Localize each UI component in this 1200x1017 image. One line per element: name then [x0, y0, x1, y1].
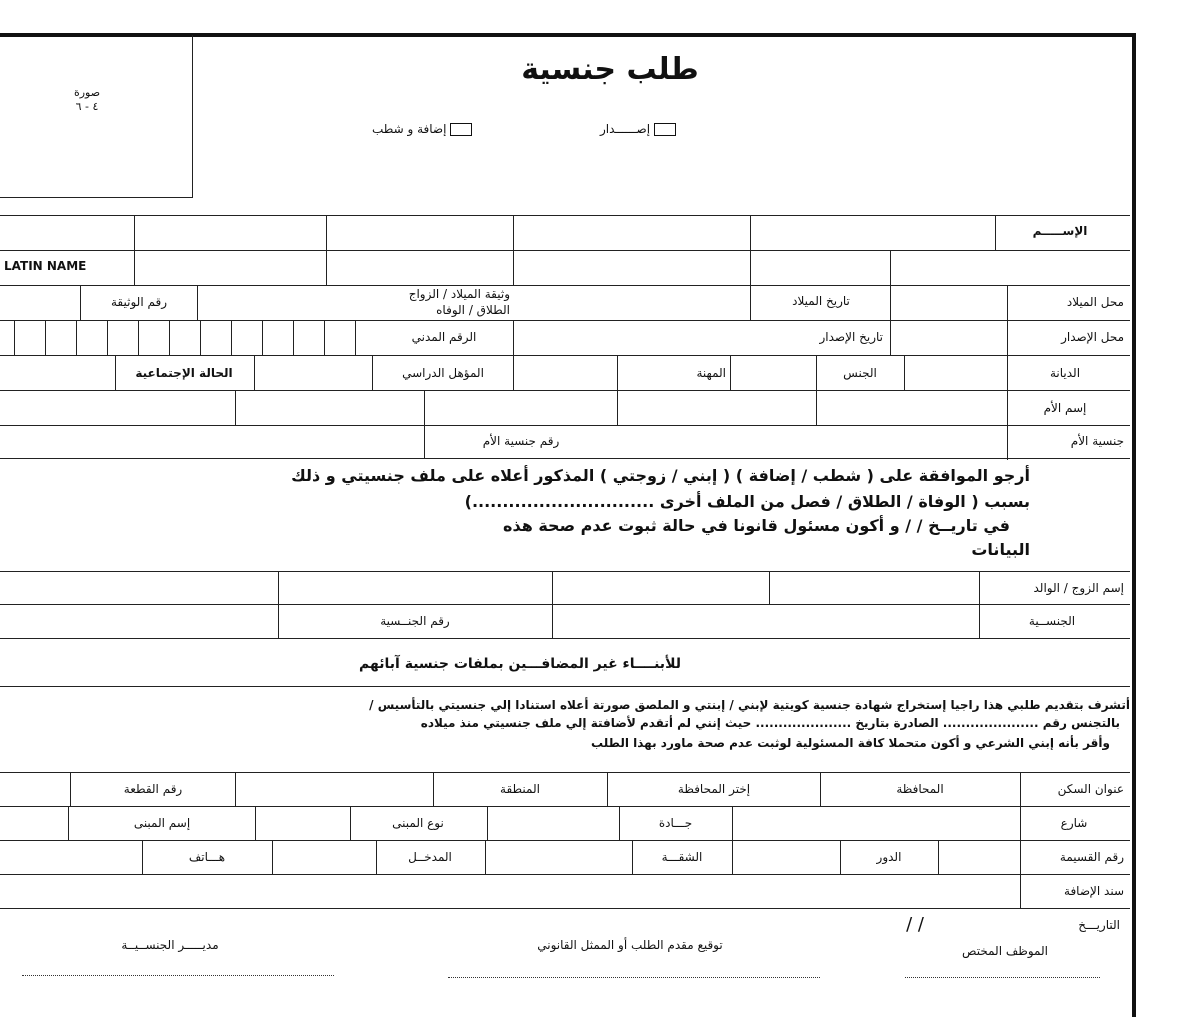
children-line-2: بالتجنس رقم ..................... الصادرة بتاريخ ..................... حيث إنني لم أتقدم لأضافتة إلي ملف جنسيتي منذ ميلاده: [420, 716, 1120, 730]
apartment-label: الشقـــة: [661, 850, 703, 864]
area-label: المنطقة: [500, 782, 540, 796]
latin-name-label: LATIN NAME: [4, 259, 87, 273]
addition-doc-label: سند الإضافة: [1064, 884, 1124, 898]
grid-line: [513, 215, 514, 285]
grid-line: [326, 215, 327, 285]
birth-date-label: تاريخ الميلاد: [792, 294, 850, 308]
choose-governorate-label[interactable]: إختر المحافظة: [677, 782, 751, 796]
request-line-1: أرجو الموافقة على ( شطب / إضافة ) ( إبني / زوجتي ) المذكور أعلاه على ملف جنسيتي و ذلك: [291, 466, 1030, 485]
grid-line: [355, 320, 356, 355]
grid-line: [485, 840, 486, 874]
plot-no-label: رقم القسيمة: [1059, 850, 1124, 864]
footer-date-label: التاريـــخ: [1078, 918, 1120, 932]
grid-line: [607, 772, 608, 806]
grid-line: [254, 355, 255, 390]
children-line-1: أتشرف بتقديم طلبي هذا راجيا إستخراج شهادة جنسية كويتية لإبني / إبنتي و الملصق صورتة أعلاه استنادا إلي جنسيتي بالتأسيس /: [369, 698, 1130, 712]
issue-place-label: محل الإصدار: [1061, 330, 1124, 344]
grid-line: [0, 874, 1130, 875]
grid-line: [14, 320, 15, 355]
civil-id-label: الرقم المدني: [411, 330, 477, 344]
grid-line: [840, 840, 841, 874]
religion-label: الديانة: [1049, 366, 1081, 380]
grid-line: [0, 425, 1130, 426]
grid-line: [487, 806, 488, 840]
mother-nationality-label: جنسية الأم: [1070, 434, 1124, 448]
governorate-label: المحافظة: [896, 782, 944, 796]
grid-line: [70, 772, 71, 806]
request-line-4: البيانات: [971, 540, 1030, 559]
building-type-label: نوع المبنى: [392, 816, 444, 830]
floor-label: الدور: [876, 850, 902, 864]
grid-line: [750, 215, 751, 320]
education-label: المؤهل الدراسي: [402, 366, 484, 380]
grid-line: [272, 840, 273, 874]
grid-line: [376, 840, 377, 874]
grid-line: [107, 320, 108, 355]
grid-line: [890, 250, 891, 355]
grid-line: [769, 571, 770, 604]
grid-line: [0, 840, 1130, 841]
grid-line: [68, 806, 69, 840]
option-add-remove[interactable]: [372, 122, 472, 136]
grid-line: [324, 320, 325, 355]
name-label: الإســـــم: [1032, 224, 1088, 238]
grid-line: [262, 320, 263, 355]
mother-name-label: إسم الأم: [1043, 401, 1087, 415]
grid-line: [255, 806, 256, 840]
gender-label: الجنس: [843, 366, 877, 380]
grid-line: [0, 390, 1130, 391]
grid-line: [45, 320, 46, 355]
residence-label: عنوان السكن: [1057, 782, 1124, 796]
grid-line: [134, 215, 135, 285]
grid-line: [350, 806, 351, 840]
grid-line: [0, 908, 1130, 909]
footer-date-slashes: / /: [906, 914, 924, 935]
grid-line: [142, 840, 143, 874]
children-line-3: وأقر بأنه إبني الشرعي و أكون متحملا كافة المسئولية لوثبت عدم صحة ماورد بهذا الطلب: [591, 736, 1110, 750]
grid-line: [904, 355, 905, 390]
issue-checkbox[interactable]: [654, 123, 676, 136]
grid-line: [80, 285, 81, 320]
signature-label: توقيع مقدم الطلب أو الممثل القانوني: [537, 938, 723, 952]
grid-line: [732, 840, 733, 874]
grid-line: [0, 250, 1130, 251]
spouse-name-label: إسم الزوج / الوالد: [1033, 581, 1124, 595]
avenue-label: جـــادة: [658, 816, 693, 830]
director-signature-line: [22, 975, 334, 976]
request-line-3: في تاريــخ / / و أكون مسئول قانونا في حالة ثبوت عدم صحة هذه: [503, 516, 1010, 535]
doc-type-line1: وثيقة الميلاد / الزواج: [408, 287, 510, 301]
grid-line: [293, 320, 294, 355]
grid-line: [0, 638, 1130, 639]
grid-line: [552, 571, 553, 638]
photo-label: صورة: [73, 86, 101, 99]
employee-signature-line: [905, 977, 1100, 978]
grid-line: [138, 320, 139, 355]
grid-line: [513, 320, 514, 355]
grid-line: [938, 840, 939, 874]
grid-line: [730, 355, 731, 390]
option-issue-label: إصــــــدار: [600, 122, 651, 136]
photo-size: ٤ - ٦: [75, 100, 99, 113]
grid-line: [278, 571, 279, 638]
grid-line: [513, 355, 514, 390]
grid-line: [732, 806, 733, 840]
option-add-remove-label: إضافة و شطب: [372, 122, 447, 136]
children-heading: للأبنــــاء غير المضافـــين بملفات جنسية آبائهم: [359, 656, 681, 672]
employee-label: الموظف المختص: [962, 944, 1048, 958]
grid-line: [115, 355, 116, 390]
block-no-label: رقم القطعة: [123, 782, 183, 796]
phone-label: هـــاتف: [188, 850, 226, 864]
grid-line: [200, 320, 201, 355]
spouse-nationality-no-label: رقم الجنــسية: [380, 614, 450, 628]
grid-line: [995, 215, 996, 250]
doc-number-label: رقم الوثيقة: [111, 295, 167, 309]
grid-line: [169, 320, 170, 355]
applicant-signature-line: [448, 977, 820, 978]
grid-line: [0, 806, 1130, 807]
director-label: مديـــــر الجنســيــة: [121, 938, 219, 952]
grid-line: [0, 571, 1130, 572]
grid-line: [424, 390, 425, 458]
grid-line: [433, 772, 434, 806]
doc-type-line2: الطلاق / الوفاه: [436, 303, 510, 317]
mother-nationality-no-label: رقم جنسية الأم: [482, 434, 560, 448]
issue-date-label: تاريخ الإصدار: [819, 330, 883, 344]
grid-line: [1020, 772, 1021, 908]
grid-line: [979, 571, 980, 638]
grid-line: [0, 458, 1130, 459]
grid-line: [0, 772, 1130, 773]
marital-status-label: الحالة الإجتماعية: [135, 366, 233, 380]
grid-line: [617, 355, 618, 425]
request-line-2: بسبب ( الوفاة / الطلاق / فصل من الملف أخرى ..............................): [464, 492, 1030, 511]
entrance-label: المدخــل: [408, 850, 452, 864]
grid-line: [619, 806, 620, 840]
grid-line: [0, 604, 1130, 605]
street-label: شارع: [1060, 816, 1088, 830]
grid-line: [197, 285, 198, 320]
photo-box: [0, 35, 193, 198]
grid-line: [0, 686, 1130, 687]
building-name-label: إسم المبنى: [133, 816, 191, 830]
grid-line: [816, 355, 817, 425]
spouse-nationality-label: الجنســية: [1028, 614, 1076, 628]
add-remove-checkbox[interactable]: [450, 123, 472, 136]
option-issue[interactable]: [600, 122, 676, 136]
grid-line: [76, 320, 77, 355]
grid-line: [235, 772, 236, 806]
grid-line: [231, 320, 232, 355]
grid-line: [820, 772, 821, 806]
occupation-label: المهنة: [696, 366, 726, 380]
birth-place-label: محل الميلاد: [1066, 295, 1124, 309]
grid-line: [0, 215, 1130, 216]
form-title: طلب جنسية: [521, 52, 699, 87]
grid-line: [632, 840, 633, 874]
grid-line: [372, 355, 373, 390]
grid-line: [0, 355, 1130, 356]
grid-line: [0, 285, 1130, 286]
grid-line: [1007, 285, 1008, 460]
grid-line: [235, 390, 236, 425]
